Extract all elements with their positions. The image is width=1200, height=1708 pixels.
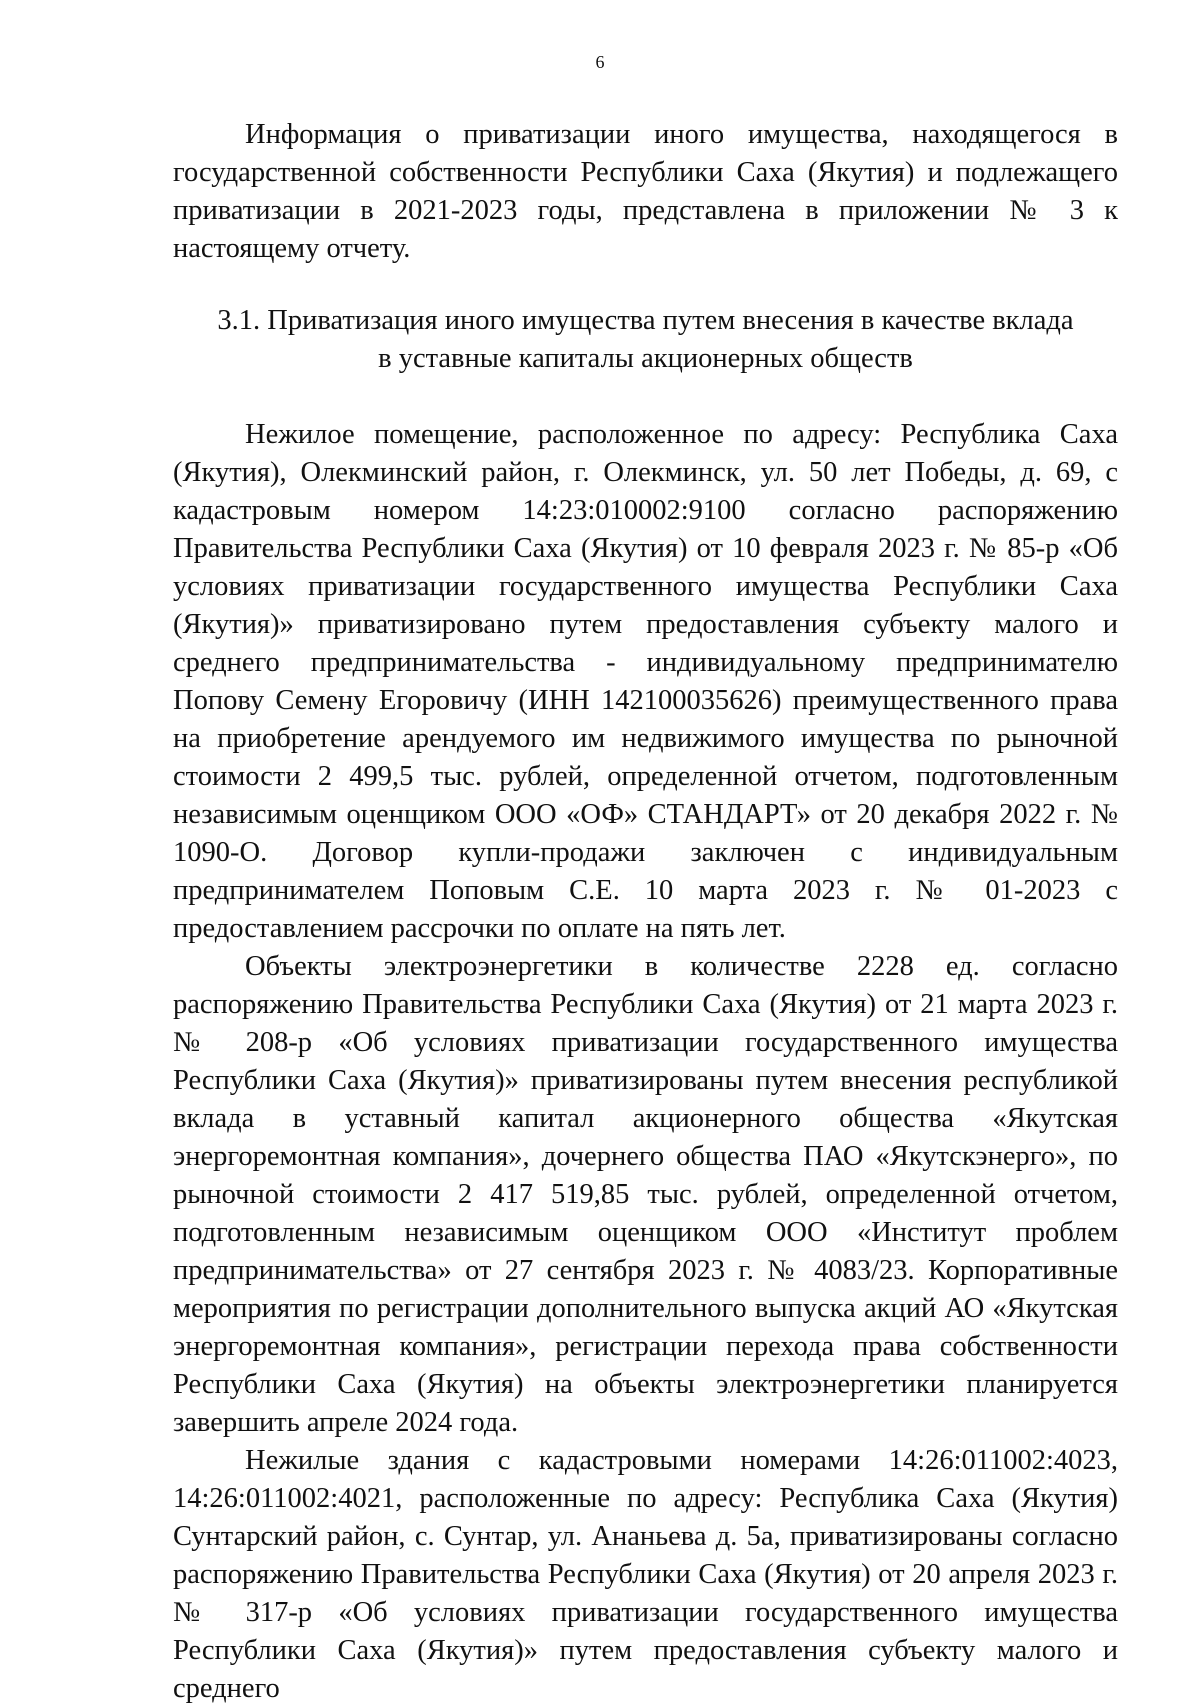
section-heading-line-2: в уставные капиталы акционерных обществ [378,343,913,374]
body-paragraph: Нежилое помещение, расположенное по адресу: Республика Саха (Якутия), Олекминский район, г. Олекминск, ул. 50 лет Победы, д. 69, с кадастровым номером 14:23:010002:9100 согласно распоряжению Правительства Республики Саха (Якутия) от 10 февраля 2023 г. № 85-р «Об условиях приватизации государственного имущества Республики Саха (Якутия)» приватизировано путем предоставления субъекту малого и среднего предпринимательства - индивидуальному предпринимателю Попову Семену Егоровичу (ИНН 142100035626) преимущественного права на приобретение арендуемого им недвижимого имущества по рыночной стоимости 2 499,5 тыс. рублей, определенной отчетом, подготовленным независимым оценщиком ООО «ОФ» СТАНДАРТ» от 20 декабря 2022 г. № 1090-О. Договор купли-продажи заключен с индивидуальным предпринимателем Поповым С.Е. 10 марта 2023 г. № 01-2023 с предоставлением рассрочки по оплате на пять лет. [173,419,1118,944]
body-paragraph: Объекты электроэнергетики в количестве 2228 ед. согласно распоряжению Правительства Республики Саха (Якутия) от 21 марта 2023 г. № 208-р «Об условиях приватизации государственного имущества Республики Саха (Якутия)» приватизированы путем внесения республикой вклада в уставный капитал акционерного общества «Якутская энергоремонтная компания», дочернего общества ПАО «Якутскэнерго», по рыночной стоимости 2 417 519,85 тыс. рублей, определенной отчетом, подготовленным независимым оценщиком ООО «Институт проблем предпринимательства» от 27 сентября 2023 г. № 4083/23. Корпоративные мероприятия по регистрации дополнительного выпуска акций АО «Якутская энергоремонтная компания», регистрации перехода права собственности Республики Саха (Якутия) на объекты электроэнергетики планируется завершить апреле 2024 года. [173,951,1118,1438]
section-heading-line-1: 3.1. Приватизация иного имущества путем внесения в качестве вклада [217,305,1074,336]
page-number: 6 [595,52,605,72]
section-heading [173,302,1118,378]
document-body [173,116,1118,1708]
intro-paragraph: Информация о приватизации иного имущества, находящегося в государственной собственности Республики Саха (Якутия) и подлежащего приватизации в 2021-2023 годы, представлена в приложении № 3 к настоящему отчету. [173,119,1118,264]
body-paragraph: Нежилые здания с кадастровыми номерами 14:26:011002:4023, 14:26:011002:4021, расположенные по адресу: Республика Саха (Якутия) Сунтарский район, с. Сунтар, ул. Ананьева д. 5а, приватизированы согласно распоряжению Правительства Республики Саха (Якутия) от 20 апреля 2023 г. № 317-р «Об условиях приватизации государственного имущества Республики Саха (Якутия)» путем предоставления субъекту малого и среднего [173,1445,1118,1704]
